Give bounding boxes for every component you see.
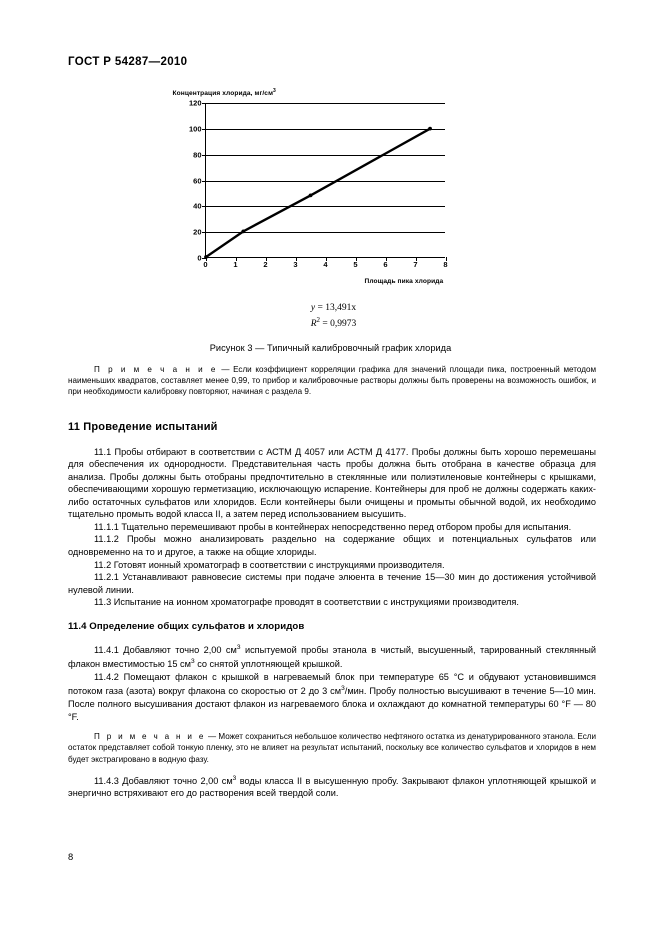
equation-var-r: R (310, 318, 317, 329)
paragraph-11-4-2 (68, 671, 596, 723)
chart-y-tick-mark (202, 181, 206, 182)
chart-gridline (206, 181, 445, 182)
page-number: 8 (68, 851, 74, 862)
paragraph-11-1: 11.1 Пробы отбирают в соответствии с АСТМ Д 4057 или АСТМ Д 4177. Пробы должны быть хорошо перемешаны для обеспечения их однородности. Представительная часть пробы должна быть отобрана в качестве образца для анализа. Пробы должны быть отобраны предпочтительно в стеклянные или полиэтиленовые контейнеры с крышками, обеспечивающими хорошую герметизацию, исключающую испарение. Контейнеры для проб не должны содержать каких-либо остаточных сульфатов или хлоридов. Если контейнеры были очищены и промыты обычной водой, их необходимо тщательно промыть водой класса II, а затем перед использованием высушить. (68, 446, 596, 520)
paragraph-11-4-3 (68, 773, 596, 800)
figure-equation-line-2 (6, 315, 661, 331)
chart-y-tick-mark (202, 103, 206, 104)
chart-y-tick-label: 60 (193, 175, 202, 185)
chart-y-tick-mark (202, 232, 206, 233)
paragraph-11-2-1: 11.2.1 Устанавливают равновесие системы при подаче элюента в течение 15—30 мин до достижения устойчивой нулевой линии. (68, 572, 596, 595)
chart-gridline (206, 129, 445, 130)
chart-x-tick-label: 3 (293, 260, 298, 269)
chart-y-tick-label: 120 (188, 98, 202, 108)
document-body (68, 364, 596, 800)
p-11-4-3-part-a: 11.4.3 Добавляют точно 2,00 см (94, 775, 233, 786)
chart-y-tick-label: 40 (193, 201, 202, 211)
chart-x-tick-label: 1 (233, 260, 238, 269)
note-11-4-2 (68, 731, 596, 765)
figure-caption: Рисунок 3 — Типичный калибровочный график хлорида (209, 343, 452, 354)
chart-data-point (308, 194, 312, 198)
note-figure-3 (68, 364, 596, 398)
chart-y-tick-label: 0 (197, 253, 202, 263)
note-text: Если коэффициент корреляции графика для значений площади пика, построенный методом наименьших квадратов, составляет менее 0,99, то прибор и калибровочные растворы должны быть проверены на возможность ошибок, и при необходимости калибровку повторяют, начиная с раздела 9. (68, 365, 597, 397)
p-11-4-1-sup-1: 3 (236, 643, 241, 651)
paragraph-11-3: 11.3 Испытание на ионном хроматографе проводят в соответствии с инструкциями производителя. (94, 597, 519, 608)
chart-gridline (206, 232, 445, 233)
note-label: П р и м е ч а н и е (94, 365, 218, 374)
section-heading-11-4: 11.4 Определение общих сульфатов и хлоридов (68, 620, 305, 632)
figure-equation (0, 303, 661, 330)
figure-3 (0, 88, 661, 353)
chart-x-tick-label: 8 (443, 260, 448, 269)
p-11-4-1-part-b: испытуемой пробы этанола в чистый, высушенный, тарированный стеклянный флакон вместимостью 15 см (68, 644, 596, 670)
p-11-4-2-part-b: /мин. Пробу полностью высушивают в течение 5—10 мин. После полного высушивания достают флакон из нагреваемого блока и охлаждают до комнатной температуры 60 °F — 80 °F. (68, 686, 596, 722)
p-11-4-3-sup: 3 (232, 774, 237, 782)
equation-r-rest: = 0,9973 (320, 318, 357, 329)
p-11-4-2-part-a: 11.4.2 Помещают флакон с крышкой в нагреваемый блок при температуре 65 °С и обдувают установившимся потоком газа (азота) вокруг флакона со скоростью от 2 до 3 см (68, 671, 596, 697)
equation-r-exponent: 2 (316, 315, 321, 324)
chart-gridline (206, 103, 445, 104)
chart-line-path (206, 129, 430, 257)
chart-y-tick-label: 80 (193, 149, 202, 159)
chart-x-axis-title: Площадь пика хлорида (364, 278, 444, 285)
chart-y-axis-title-sup: 3 (273, 88, 276, 94)
p-11-4-3-part-b: воды класса II в высушенную пробу. Закрывают флакон уплотняющей крышкой и энергично встряхивают его до растворения всей твердой соли. (68, 775, 596, 799)
paragraph-11-4-1 (68, 642, 596, 671)
chart-y-tick-mark (202, 155, 206, 156)
chart-gridline (206, 206, 445, 207)
chart-y-axis-title-text: Концентрация хлорида, мг/см (172, 90, 274, 98)
note-11-4-2-label: П р и м е ч а н и е (94, 732, 206, 742)
chart-y-tick-mark (202, 129, 206, 130)
equation-y-rest: = 13,491x (315, 303, 357, 313)
paragraph-11-1-2: 11.1.2 Пробы можно анализировать раздельно на содержание общих и потенциальных сульфатов или одновременно на то и другое, а также на общие хлориды. (68, 534, 596, 557)
chart-x-tick-label: 5 (353, 260, 358, 269)
figure-equation-line-1 (6, 303, 661, 315)
chart-x-tick-label: 0 (203, 260, 208, 269)
running-head: ГОСТ Р 54287—2010 (68, 56, 188, 68)
chart-x-tick-label: 6 (383, 260, 388, 269)
chart-x-tick-label: 7 (413, 260, 418, 269)
chart-gridline (206, 155, 445, 156)
chart-calibration-chloride (169, 88, 499, 293)
note-dash: — (217, 365, 234, 374)
paragraph-11-1-1: 11.1.1 Тщательно перемешивают пробы в контейнерах непосредственно перед отбором пробы для испытания. (94, 521, 572, 532)
p-11-4-1-part-c: со снятой уплотняющей крышкой. (194, 659, 343, 670)
chart-y-tick-label: 20 (193, 227, 202, 237)
p-11-4-1-part-a: 11.4.1 Добавляют точно 2,00 см (94, 644, 237, 655)
p-11-4-1-sup-2: 3 (190, 658, 195, 666)
equation-var-y: y (310, 303, 316, 313)
chart-x-tick-label: 4 (323, 260, 328, 269)
note-11-4-2-dash: — (205, 732, 219, 742)
section-heading-11: 11 Проведение испытаний (68, 420, 218, 433)
chart-y-tick-label: 100 (188, 124, 202, 134)
chart-y-tick-mark (202, 206, 206, 207)
note-11-4-2-text: Может сохраниться небольшое количество нефтяного остатка из денатурированного этанола. Если остаток представляет собой тонкую пленку, это не влияет на результат испытаний, поскольку все количество сульфатов и хлоридов в нем будет экстрагировано в водную фазу. (68, 732, 597, 764)
chart-y-axis-title (173, 88, 276, 97)
paragraph-11-2: 11.2 Готовят ионный хроматограф в соответствии с инструкциями производителя. (94, 559, 445, 570)
p-11-4-2-sup: 3 (341, 685, 345, 693)
chart-plot-area (188, 98, 448, 269)
chart-x-tick-label: 2 (263, 260, 268, 269)
